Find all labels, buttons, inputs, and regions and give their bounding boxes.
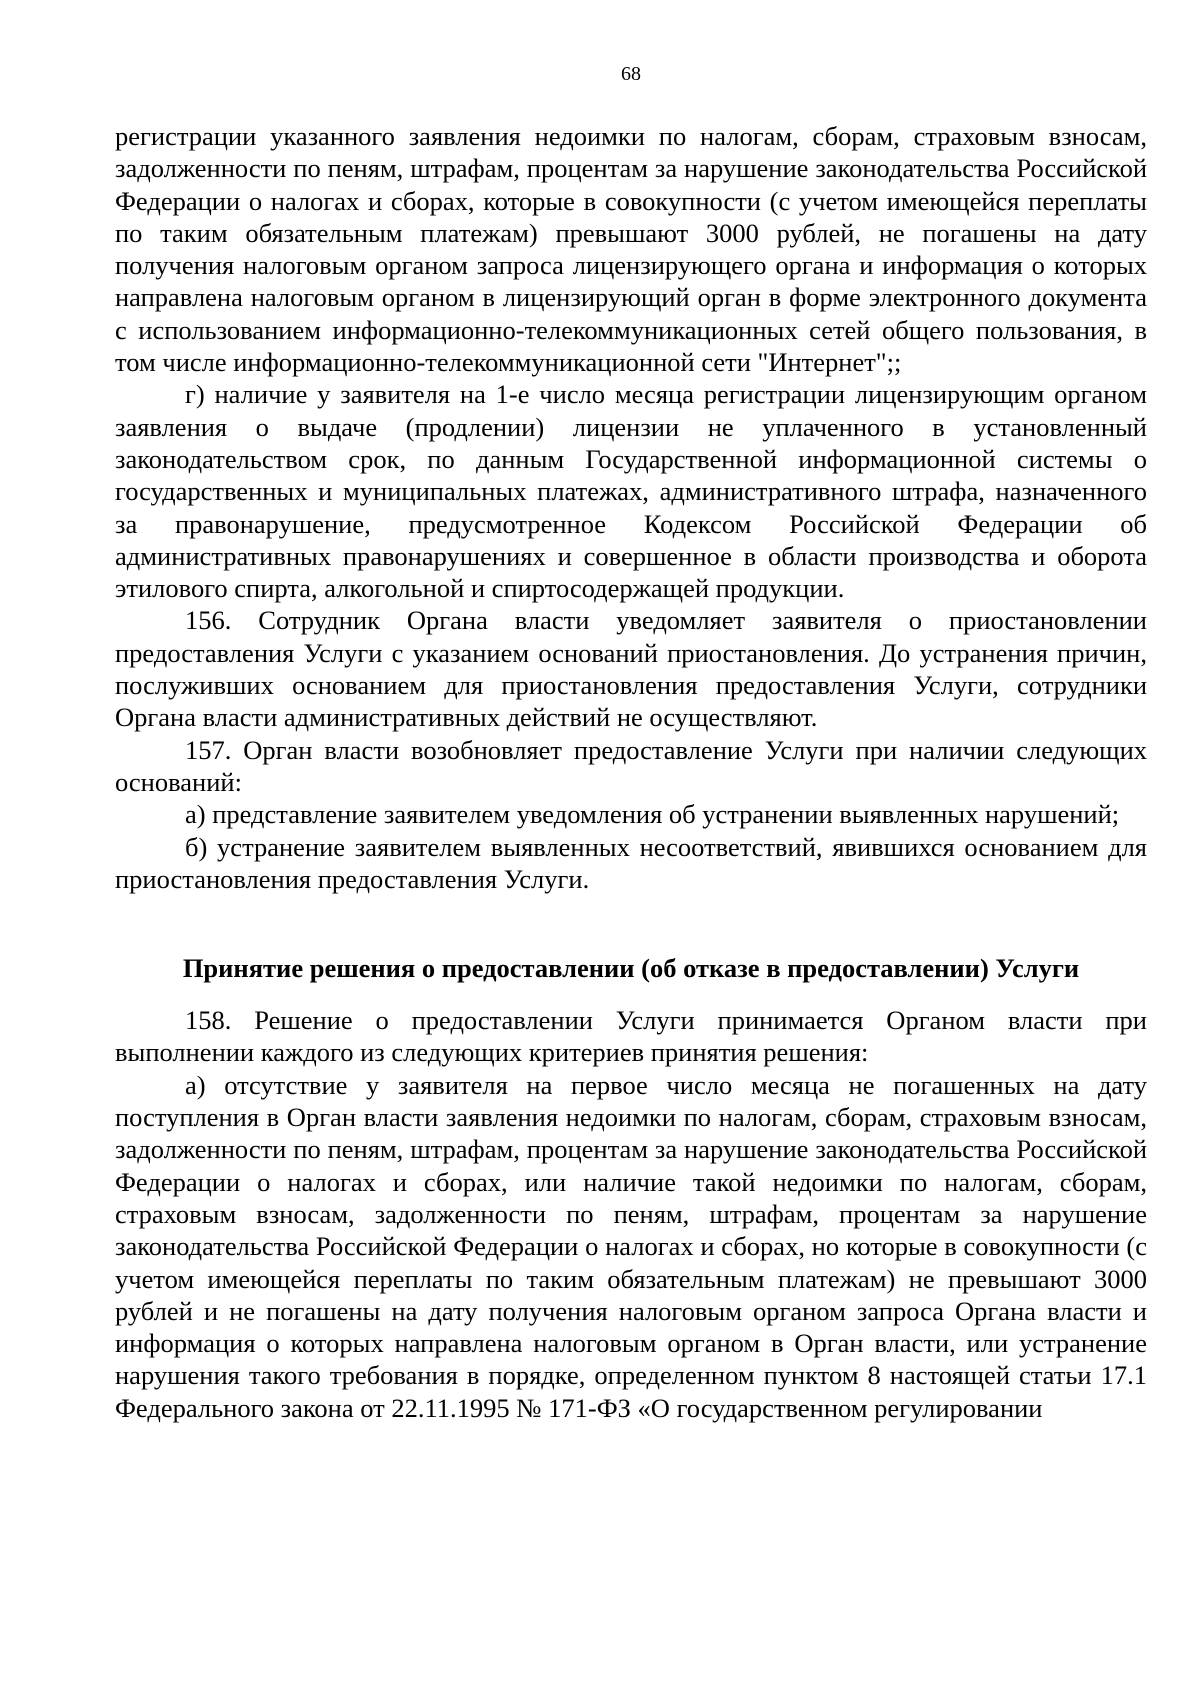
document-page — [115, 62, 1147, 1424]
paragraph-158-item-a: а) отсутствие у заявителя на первое число месяца не погашенных на дату поступления в Орган власти заявления недоимки по налогам, сборам, страховым взносам, задолженности по пеням, штрафам, процентам за нарушение законодательства Российской Федерации о налогах и сборах, или наличие такой недоимки по налогам, сборам, страховым взносам, задолженности по пеням, штрафам, процентам за нарушение законодательства Российской Федерации о налогах и сборах, но которые в совокупности (с учетом имеющейся переплаты по таким обязательным платежам) не превышают 3000 рублей и не погашены на дату получения налоговым органом запроса Органа власти и информация о которых направлена налоговым органом в Орган власти, или устранение нарушения такого требования в порядке, определенном пунктом 8 настоящей статьи 17.1 Федерального закона от 22.11.1995 № 171-ФЗ «О государственном регулировании — [115, 1069, 1147, 1423]
paragraph-157-item-a: а) представление заявителем уведомления об устранении выявленных нарушений; — [185, 799, 1120, 830]
section-after-heading — [115, 1004, 1147, 1424]
paragraph-158-decision: 158. Решение о предоставлении Услуги принимается Органом власти при выполнении каждого из следующих критериев принятия решения: — [115, 1005, 1147, 1068]
paragraph-157-item-b: б) устранение заявителем выявленных несоответствий, явившихся основанием для приостановления предоставления Услуги. — [115, 831, 1147, 894]
page-number: 68 — [621, 63, 641, 85]
paragraph-tax-arrears-continued: регистрации указанного заявления недоимки по налогам, сборам, страховым взносам, задолженности по пеням, штрафам, процентам за нарушение законодательства Российской Федерации о налогах и сборах, которые в совокупности (с учетом имеющейся переплаты по таким обязательным платежам) превышают 3000 рублей, не погашены на дату получения налоговым органом запроса лицензирующего органа и информация о которых направлена налоговым органом в лицензирующий орган в форме электронного документа с использованием информационно-телекоммуникационных сетей общего пользования, в том числе информационно-телекоммуникационной сети "Интернет";; — [115, 121, 1147, 378]
paragraph-156-suspension-notice: 156. Сотрудник Органа власти уведомляет заявителя о приостановлении предоставления Услуги с указанием оснований приостановления. До устранения причин, послуживших основанием для приостановления предоставления Услуги, сотрудники Органа власти административных действий не осуществляют. — [115, 605, 1147, 733]
section-heading: Принятие решения о предоставлении (об отказе в предоставлении) Услуги — [182, 953, 1080, 984]
section-before-heading — [115, 120, 1147, 895]
paragraph-item-g-unpaid-fine: г) наличие у заявителя на 1-е число месяца регистрации лицензирующим органом заявления о выдаче (продлении) лицензии не уплаченного в установленный законодательством срок, по данным Государственной информационной системы о государственных и муниципальных платежах, административного штрафа, назначенного за правонарушение, предусмотренное Кодексом Российской Федерации об административных правонарушениях и совершенное в области производства и оборота этилового спирта, алкогольной и спиртосодержащей продукции. — [115, 379, 1147, 604]
paragraph-157-resumption: 157. Орган власти возобновляет предоставление Услуги при наличии следующих оснований: — [115, 734, 1147, 797]
